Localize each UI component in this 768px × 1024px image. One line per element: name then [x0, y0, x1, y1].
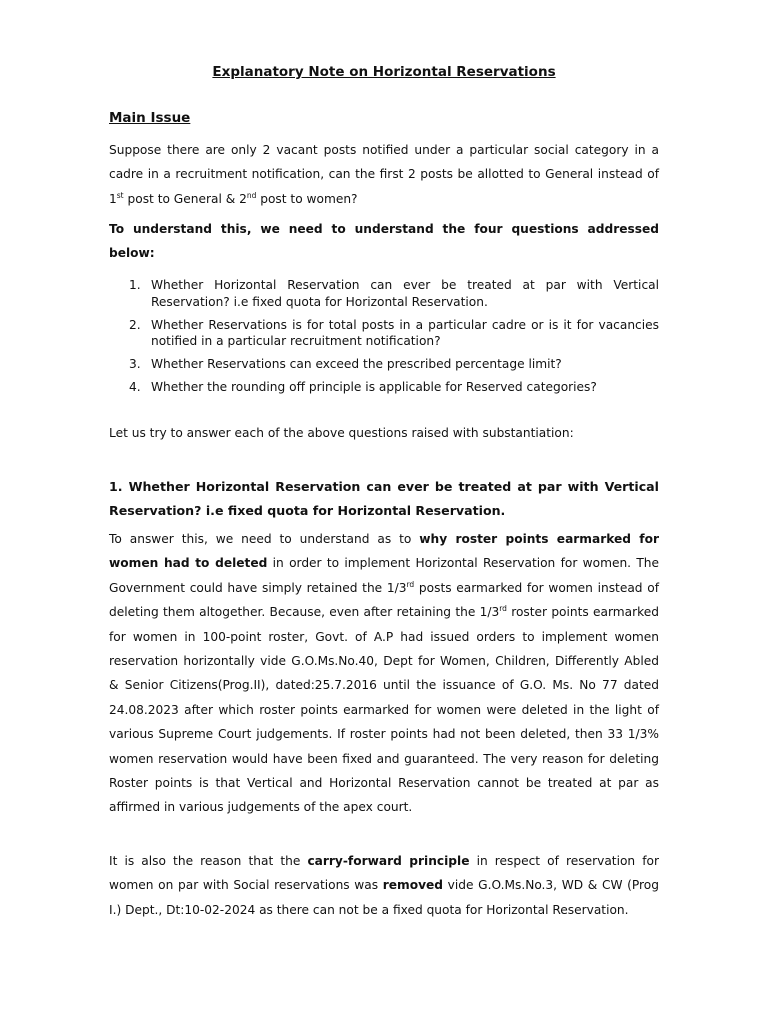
list-item-text: Whether Reservations is for total posts in a particular cadre or is it for vacancies notified in a particular recruitment notification? — [151, 317, 659, 348]
intro-text-2: post to General & 2 — [123, 191, 247, 206]
removed-bold: removed — [382, 878, 444, 893]
section-1-text-c: in order to implement Horizontal Reservation for women. The Government could have simply retained the 1/3 — [109, 556, 660, 595]
list-item — [109, 277, 659, 310]
intro-paragraph — [109, 138, 659, 211]
list-item-number: 2. — [129, 317, 141, 332]
list-item-number: 3. — [129, 357, 141, 371]
main-issue-heading: Main Issue — [109, 110, 191, 126]
questions-list — [109, 277, 659, 402]
list-item — [109, 356, 659, 373]
let-us-paragraph: Let us try to answer each of the above questions raised with substantiation: — [109, 426, 574, 440]
list-item-text: Whether Horizontal Reservation can ever be treated at par with Vertical Reservation? i.e fixed quota for Horizontal Reservation. — [151, 278, 659, 309]
understand-heading: To understand this, we need to understand the four questions addressed below: — [109, 222, 659, 261]
list-item-number: 4. — [129, 380, 141, 394]
intro-sup-1: st — [116, 190, 124, 200]
section-1-paragraph — [109, 527, 659, 820]
section-1-bold-phrase: why roster points earmarked for women had to deleted — [109, 532, 659, 571]
section-1-text-a: To answer this, we need to understand as to — [109, 532, 420, 546]
section-1-2-text-c: in respect of reservation for women on par with Social reservations was — [109, 854, 660, 893]
section-1-heading: 1. Whether Horizontal Reservation can ever be treated at par with Vertical Reservation? i.e fixed quota for Horizontal Reservation. — [109, 479, 659, 518]
section-1-paragraph-2 — [109, 849, 659, 922]
document-title: Explanatory Note on Horizontal Reservations — [212, 64, 556, 80]
list-item — [109, 379, 659, 396]
section-1-2-text-e: vide G.O.Ms.No.3, WD & CW (Prog I.) Dept., Dt:10-02-2024 as there can not be a fixed quota for Horizontal Reservation. — [109, 878, 659, 917]
intro-sup-2: nd — [246, 190, 257, 200]
carry-forward-bold: carry-forward principle — [307, 854, 470, 868]
list-item — [109, 317, 659, 350]
section-1-2-text-a: It is also the reason that the — [109, 854, 308, 868]
section-1-sup-1: rd — [406, 579, 415, 589]
list-item-text: Whether Reservations can exceed the prescribed percentage limit? — [151, 357, 562, 371]
intro-text-3: post to women? — [256, 191, 358, 206]
list-item-number: 1. — [129, 278, 141, 292]
section-1-sup-2: rd — [499, 604, 507, 614]
intro-text-1: Suppose there are only 2 vacant posts notified under a particular social category in a cadre in a recruitment notification, can the first 2 posts be allotted to General instead of 1 — [109, 143, 659, 206]
section-1-text-d: posts earmarked for women instead of deleting them altogether. Because, even after retaining the 1/3 — [109, 580, 659, 620]
list-item-text: Whether the rounding off principle is applicable for Reserved categories? — [151, 380, 597, 394]
section-1-text-e: roster points earmarked for women in 100-point roster, Govt. of A.P had issued orders to implement women reservation horizontally vide G.O.Ms.No.40, Dept for Women, Children, Differently Abled & Senior Citizens(Prog.II), dated:25.7.2016 until the issuance of G.O. Ms. No 77 dated 24.08.2023 after which roster points earmarked for women were deleted in the light of various Supreme Court judgements. If roster points had not been deleted, then 33 1/3% women reservation would have been fixed and guaranteed. The very reason for deleting Roster points is that Vertical and Horizontal Reservation cannot be treated at par as affirmed in various judgements of the apex court. — [109, 605, 660, 815]
